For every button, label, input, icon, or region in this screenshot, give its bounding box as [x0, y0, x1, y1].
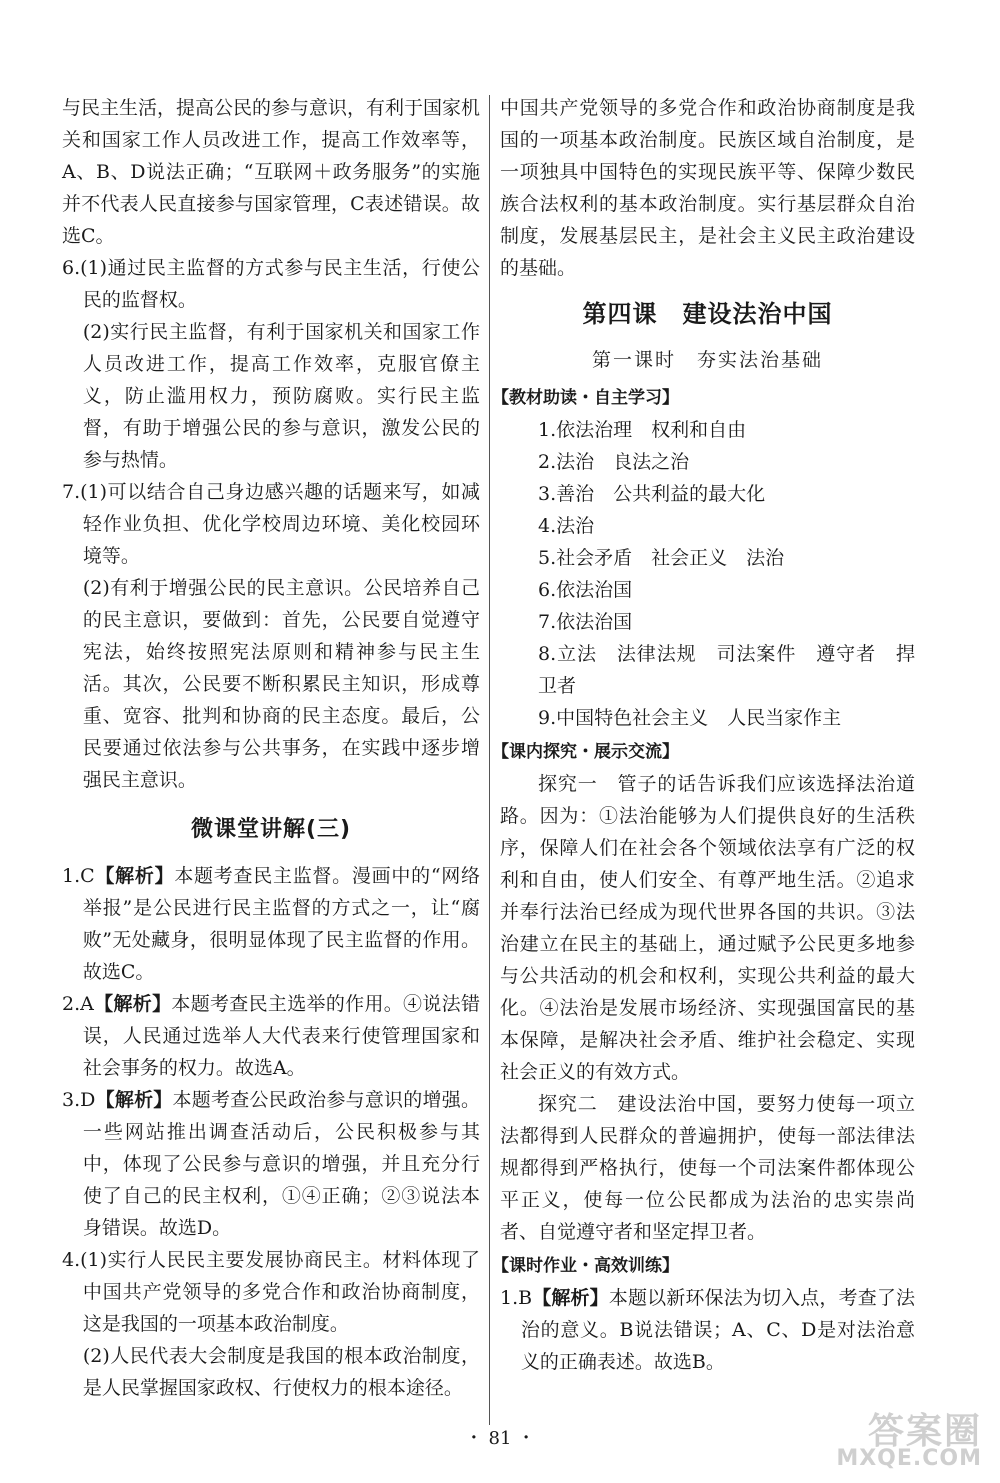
answer-3-text: 本题考查公民政治参与意识的增强。一些网站推出调查活动后，公民积极参与其中，体现了公民参与意识的增强，并且充分行使了自己的民主权利，①④正确；②③说法本身错误。故选D。 — [82, 1089, 480, 1239]
homework-answer-1-number: 1.B — [500, 1287, 533, 1309]
intro-paragraph: 与民主生活，提高公民的参与意识，有利于国家机关和国家工作人员改进工作，提高工作效率等，A、B、D说法正确；“互联网＋政务服务”的实施并不代表人民直接参与国家管理，C表述错误。故选C。 — [62, 97, 481, 247]
list-item: 1.依法治理 权利和自由 — [538, 419, 747, 441]
lesson-title: 第四课 建设法治中国 — [582, 300, 833, 328]
answer-1-number: 1.C — [62, 865, 95, 887]
box-title-homework: 【课时作业・高效训练】 — [492, 1256, 679, 1276]
homework-answer-1-text: 本题以新环保法为切入点，考查了法治的意义。B说法错误；A、C、D是对法治意义的正确表述。故选B。 — [520, 1287, 915, 1373]
analysis-tag: 【解析】 — [94, 865, 175, 887]
answer-2-text: 本题考查民主选举的作用。④说法错误，人民通过选举人大代表来行使管理国家和社会事务的权力。故选A。 — [82, 993, 480, 1079]
list-item: 6.依法治国 — [538, 579, 633, 601]
answer-7-part-2: (2)有利于增强公民的民主意识。公民培养自己的民主意识，要做到：首先，公民要自觉遵守宪法，始终按照宪法原则和精神参与民主生活。其次，公民要不断积累民主知识，形成尊重、宽容、批判和协商的民主态度。最后，公民要通过依法参与公共事务，在实践中逐步增强民主意识。 — [82, 577, 480, 791]
answer-6-part-1: 6.(1)通过民主监督的方式参与民主生活，行使公民的监督权。 — [62, 257, 480, 311]
answer-1 — [62, 860, 480, 988]
answer-4-part-1: 4.(1)实行人民民主要发展协商民主。材料体现了中国共产党领导的多党合作和政治协商制度，这是我国的一项基本政治制度。 — [62, 1249, 480, 1335]
answer-4-part-2: (2)人民代表大会制度是我国的根本政治制度，是人民掌握国家政权、行使权力的根本途径。 — [82, 1345, 480, 1399]
left-column — [62, 92, 480, 1404]
analysis-tag: 【解析】 — [532, 1287, 609, 1309]
list-item: 8.立法 法律法规 司法案件 遵守者 捍卫者 — [538, 643, 915, 697]
continuation-paragraph: 中国共产党领导的多党合作和政治协商制度是我国的一项基本政治制度。民族区域自治制度，是一项独具中国特色的实现民族平等、保障少数民族合法权利的基本政治制度。实行基层群众自治制度，发展基层民主，是社会主义民主政治建设的基础。 — [500, 97, 915, 279]
analysis-tag: 【解析】 — [95, 1089, 173, 1111]
answer-2-number: 2.A — [62, 993, 94, 1015]
list-item: 4.法治 — [538, 515, 595, 537]
column-divider — [489, 95, 490, 1425]
answer-list — [500, 414, 915, 734]
explore-2: 探究二 建设法治中国，要努力使每一项立法都得到人民群众的普遍拥护，使每一部法律法规都得到严格执行，使每一个司法案件都体现公平正义，使每一位公民都成为法治的忠实崇尚者、自觉遵守者和坚定捍卫者。 — [500, 1093, 915, 1243]
watermark-logo — [792, 1403, 982, 1471]
answer-7-part-1: 7.(1)可以结合自己身边感兴趣的话题来写，如减轻作业负担、优化学校周边环境、美化校园环境等。 — [62, 481, 480, 567]
answer-1-text: 本题考查民主监督。漫画中的“网络举报”是公民进行民主监督的方式之一，让“腐败”无处藏身，很明显体现了民主监督的作用。故选C。 — [82, 865, 480, 983]
box-title-reading: 【教材助读・自主学习】 — [492, 388, 679, 408]
list-item: 7.依法治国 — [538, 611, 633, 633]
period-title: 第一课时 夯实法治基础 — [591, 349, 823, 371]
analysis-tag: 【解析】 — [93, 993, 172, 1015]
watermark-top-text: 答案圈 — [867, 1411, 982, 1452]
answer-2 — [62, 988, 480, 1084]
explore-1: 探究一 管子的话告诉我们应该选择法治道路。因为：①法治能够为人们提供良好的生活秩序，保障人们在社会各个领域依法享有广泛的权利和自由，使人们安全、有尊严地生活。②追求并奉行法治已经成为现代世界各国的共识。③法治建立在民主的基础上，通过赋予公民更多地参与公共活动的机会和权利，实现公共利益的最大化。④法治是发展市场经济、实现强国富民的基本保障，是解决社会矛盾、维护社会稳定、实现社会正义的有效方式。 — [500, 773, 915, 1083]
right-column — [492, 92, 915, 1378]
list-item: 3.善治 公共利益的最大化 — [538, 483, 766, 505]
section-title: 微课堂讲解(三) — [190, 817, 352, 842]
answer-3-number: 3.D — [62, 1089, 96, 1111]
list-item: 5.社会矛盾 社会正义 法治 — [538, 547, 785, 569]
page-number: ・ 81 ・ — [464, 1428, 536, 1449]
answer-3 — [62, 1084, 480, 1244]
list-item: 2.法治 良法之治 — [538, 451, 690, 473]
answer-6-part-2: (2)实行民主监督，有利于国家机关和国家工作人员改进工作，提高工作效率，克服官僚主义，防止滥用权力，预防腐败。实行民主监督，有助于增强公民的参与意识，激发公民的参与热情。 — [82, 321, 480, 471]
list-item: 9.中国特色社会主义 人民当家作主 — [538, 707, 842, 729]
box-title-explore: 【课内探究・展示交流】 — [492, 742, 679, 762]
watermark-bottom-text: MXQE.COM — [836, 1446, 982, 1471]
homework-answer-1 — [500, 1282, 915, 1378]
